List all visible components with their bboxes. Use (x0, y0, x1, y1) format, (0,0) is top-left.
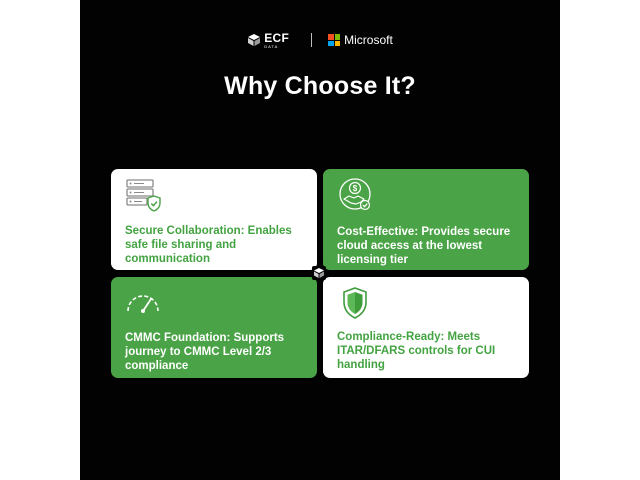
slide-canvas (80, 0, 560, 480)
ecf-logo-text: ECF (264, 30, 290, 45)
microsoft-logo (328, 33, 393, 47)
shield-icon (337, 285, 373, 321)
microsoft-grid-icon (328, 34, 340, 46)
card-compliance-ready (323, 277, 529, 378)
ecf-data-logo (247, 32, 289, 49)
card-text: Cost-Effective: Provides secure cloud access at the lowest licensing tier (337, 226, 511, 266)
ecf-logo-subtext: DATA (264, 43, 279, 49)
card-cost-effective (323, 169, 529, 270)
ecf-cube-icon (312, 266, 326, 280)
svg-text:$: $ (352, 184, 358, 193)
card-cmmc-foundation (111, 277, 317, 378)
logo-divider (311, 33, 312, 47)
card-secure-collaboration (111, 169, 317, 270)
microsoft-logo-text: Microsoft (344, 33, 393, 47)
card-text: Secure Collaboration: Enables safe file sharing and communication (125, 225, 292, 265)
logo-bar (80, 30, 560, 50)
ecf-cube-icon (247, 33, 261, 47)
card-text: CMMC Foundation: Supports journey to CMMC Level 2/3 compliance (125, 332, 285, 372)
speedometer-icon (125, 285, 161, 321)
card-text: Compliance-Ready: Meets ITAR/DFARS controls for CUI handling (337, 331, 496, 371)
page-title: Why Choose It? (224, 72, 416, 100)
server-shield-icon (125, 177, 161, 213)
dollar-handshake-icon (337, 177, 373, 213)
